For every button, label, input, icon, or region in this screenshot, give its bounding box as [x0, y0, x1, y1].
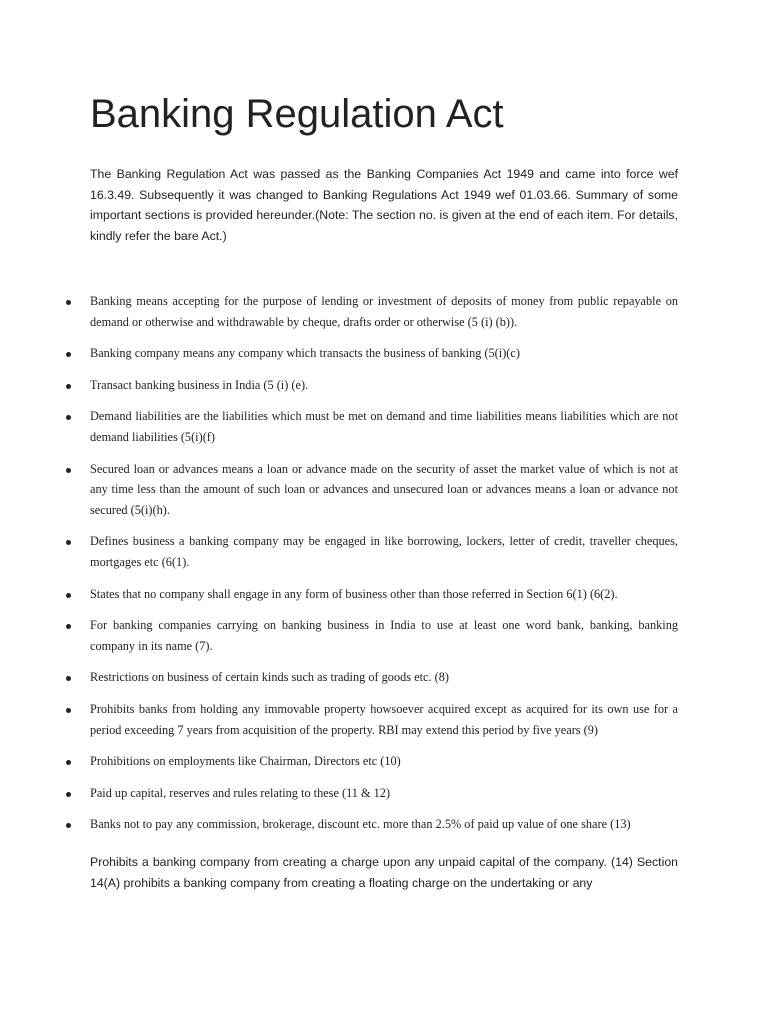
bullet-icon: [66, 300, 71, 305]
bullet-icon: [66, 352, 71, 357]
bullet-icon: [66, 823, 71, 828]
bullet-icon: [66, 708, 71, 713]
list-item-text: Transact banking business in India (5 (i) (e).: [90, 377, 309, 392]
list-item: [90, 783, 678, 804]
list-item-text: Paid up capital, reserves and rules relating to these (11 & 12): [90, 785, 391, 800]
bullet-icon: [66, 540, 71, 545]
bullet-icon: [66, 384, 71, 389]
list-item: [90, 751, 678, 772]
bullet-icon: [66, 415, 71, 420]
list-item-text: Banking company means any company which transacts the business of banking (5(i)(c): [90, 346, 520, 361]
list-item-text: Demand liabilities are the liabilities which must be met on demand and time liabilities means liabilities which are not demand liabilities (5(i)(f): [90, 409, 678, 444]
list-item-text: States that no company shall engage in any form of business other than those referred in Section 6(1) (6(2).: [90, 586, 618, 601]
bullet-icon: [66, 676, 71, 681]
list-item: [90, 667, 678, 688]
sections-list: [90, 291, 678, 846]
intro-paragraph: The Banking Regulation Act was passed as the Banking Companies Act 1949 and came into force wef 16.3.49. Subsequently it was changed to Banking Regulations Act 1949 wef 01.03.66. Summary of some important sections is provided hereunder.(Note: The section no. is given at the end of each item. For details, kindly refer the bare Act.): [90, 167, 678, 243]
list-item: [90, 814, 678, 835]
closing-paragraph: Prohibits a banking company from creating a charge upon any unpaid capital of the company. (14) Section 14(A) prohibits a banking company from creating a floating charge on the undertaking or any: [90, 855, 678, 890]
list-item: [90, 375, 678, 396]
list-item-text: For banking companies carrying on banking business in India to use at least one word bank, banking, banking company in its name (7).: [90, 618, 678, 653]
list-item-text: Prohibitions on employments like Chairman, Directors etc (10): [90, 754, 401, 769]
list-item-text: Banks not to pay any commission, brokerage, discount etc. more than 2.5% of paid up value of one share (13): [90, 817, 631, 832]
list-item: [90, 343, 678, 364]
list-item: [90, 615, 678, 656]
list-item: [90, 584, 678, 605]
list-item: [90, 531, 678, 572]
bullet-icon: [66, 593, 71, 598]
list-item: [90, 406, 678, 447]
page-title: Banking Regulation Act: [90, 92, 504, 136]
list-item-text: Defines business a banking company may be engaged in like borrowing, lockers, letter of credit, traveller cheques, mortgages etc (6(1).: [90, 534, 678, 569]
bullet-icon: [66, 760, 71, 765]
bullet-icon: [66, 468, 71, 473]
bullet-icon: [66, 792, 71, 797]
list-item: [90, 291, 678, 332]
list-item-text: Secured loan or advances means a loan or advance made on the security of asset the market value of which is not at any time less than the amount of such loan or advances and unsecured loan or advances means a loan or advance not secured (5(i)(h).: [90, 461, 678, 517]
list-item-text: Restrictions on business of certain kinds such as trading of goods etc. (8): [90, 670, 449, 685]
bullet-icon: [66, 624, 71, 629]
list-item: [90, 699, 678, 740]
list-item-text: Banking means accepting for the purpose of lending or investment of deposits of money from public repayable on demand or otherwise and withdrawable by cheque, drafts order or otherwise (5 (i) (b)).: [90, 294, 678, 329]
list-item-text: Prohibits banks from holding any immovable property howsoever acquired except as acquired for its own use for a period exceeding 7 years from acquisition of the property. RBI may extend this period by five years (9): [90, 701, 678, 737]
list-item: [90, 459, 678, 521]
